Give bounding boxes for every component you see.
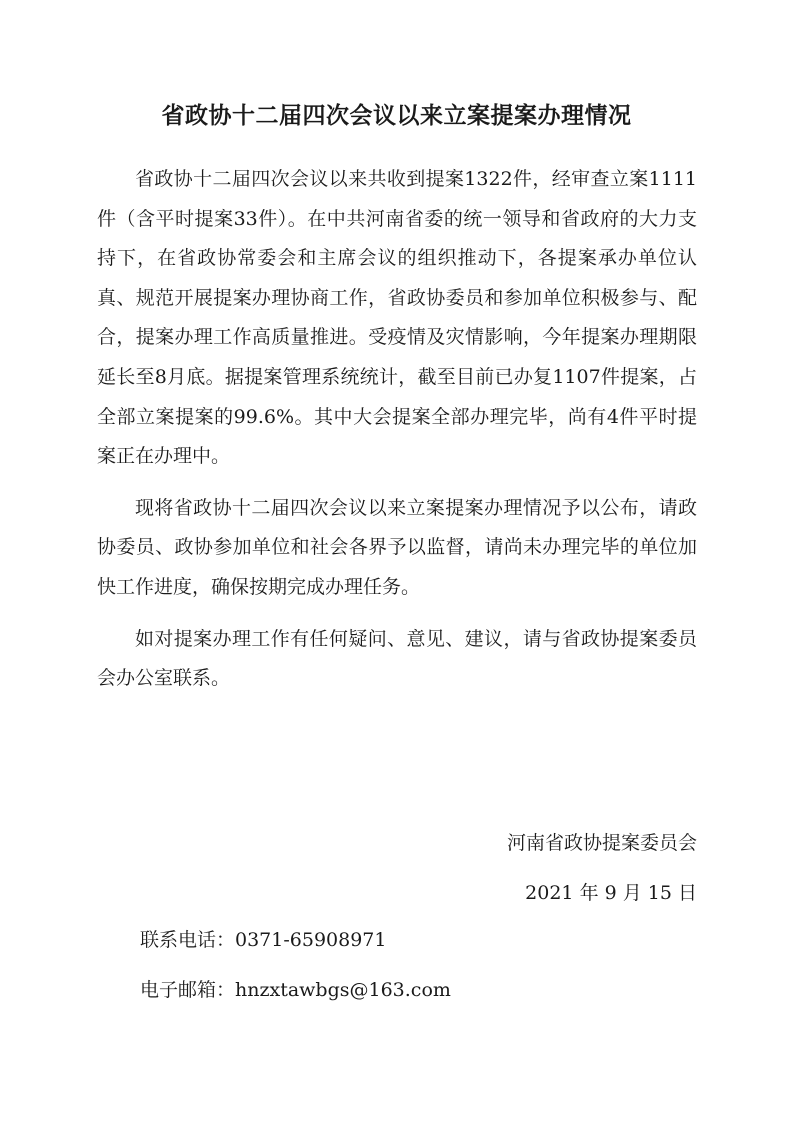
signature-org: 河南省政协提案委员会 [506, 832, 697, 854]
contact-block [140, 915, 451, 1015]
contact-phone: 联系电话：0371-65908971 [140, 929, 387, 951]
paragraph-2: 现将省政协十二届四次会议以来立案提案办理情况予以公布，请政协委员、政协参加单位和社会各界予以监督，请尚未办理完毕的单位加快工作进度，确保按期完成办理任务。 [97, 496, 697, 598]
signature-date: 2021 年 9 月 15 日 [525, 882, 697, 904]
signature-block [507, 818, 697, 918]
paragraph-1: 省政协十二届四次会议以来共收到提案1322件，经审查立案1111件（含平时提案33件）。在中共河南省委的统一领导和省政府的大力支持下，在省政协常委会和主席会议的组织推动下，各提案承办单位认真、规范开展提案办理协商工作，省政协委员和参加单位积极参与、配合，提案办理工作高质量推进。受疫情及灾情影响，今年提案办理期限延长至8月底。据提案管理系统统计，截至目前已办复1107件提案，占全部立案提案的99.6%。其中大会提案全部办理完毕，尚有4件平时提案正在办理中。 [97, 168, 697, 468]
document-title: 省政协十二届四次会议以来立案提案办理情况 [161, 102, 632, 129]
document-body [97, 160, 697, 711]
paragraph-3: 如对提案办理工作有任何疑问、意见、建议，请与省政协提案委员会办公室联系。 [97, 627, 697, 690]
contact-email: 电子邮箱：hnzxtawbgs@163.com [140, 979, 451, 1001]
